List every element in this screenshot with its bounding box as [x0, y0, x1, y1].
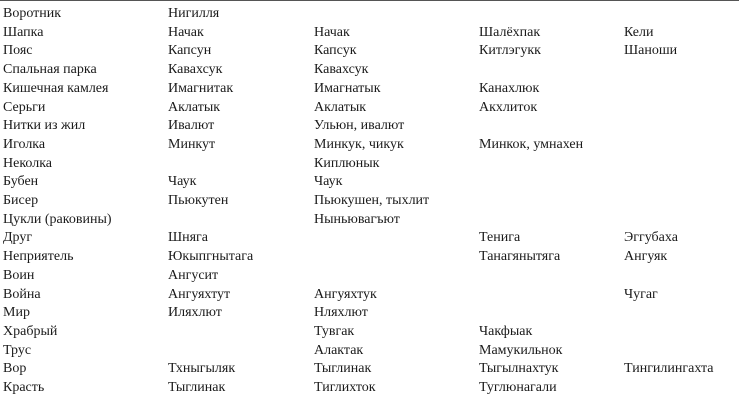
cell-russian-term: Неприятель	[3, 249, 74, 265]
cell-dialect-2: Капсук	[314, 43, 357, 59]
cell-dialect-1: Имагнитак	[168, 80, 234, 96]
cell-dialect-1	[165, 342, 311, 361]
cell-dialect-4	[621, 173, 739, 192]
cell-russian-term: Спальная парка	[3, 62, 97, 78]
cell-dialect-3: Мамукильнок	[479, 342, 563, 358]
cell-dialect-3	[476, 211, 621, 230]
table-row	[0, 24, 739, 43]
cell-dialect-2: Нляхлют	[314, 305, 368, 321]
table-row	[0, 248, 739, 267]
table-row	[0, 267, 739, 286]
cell-dialect-4	[621, 80, 739, 99]
cell-dialect-2: Аклатык	[314, 99, 367, 115]
vocabulary-table-body	[0, 5, 739, 398]
cell-dialect-4	[621, 99, 739, 118]
cell-dialect-1: Ангуяхтут	[168, 286, 231, 302]
cell-dialect-2: Имагнатык	[314, 80, 381, 96]
table-row	[0, 136, 739, 155]
table-row	[0, 360, 739, 379]
cell-dialect-1: Пьюкутен	[168, 193, 229, 209]
table-row	[0, 5, 739, 24]
cell-dialect-1: Иляхлют	[168, 305, 222, 321]
cell-dialect-1: Нигилля	[168, 6, 220, 21]
cell-dialect-4	[621, 211, 739, 230]
top-rule	[0, 0, 739, 1]
table-row	[0, 323, 739, 342]
cell-dialect-3	[476, 117, 621, 136]
cell-dialect-1: Юкыпгнытага	[168, 249, 254, 265]
table-row	[0, 304, 739, 323]
cell-russian-term: Нитки из жил	[3, 118, 86, 134]
cell-dialect-1: Шняга	[168, 230, 209, 246]
cell-dialect-3: Акхлиток	[479, 99, 538, 115]
cell-dialect-4: Шаноши	[624, 43, 678, 59]
cell-russian-term: Кишечная камлея	[3, 80, 109, 96]
cell-dialect-1: Чаук	[168, 174, 197, 190]
cell-dialect-4	[621, 267, 739, 286]
cell-dialect-3	[476, 267, 621, 286]
cell-dialect-1: Капсун	[168, 43, 212, 59]
cell-dialect-2: Пьюкушен, тыхлит	[314, 193, 430, 209]
cell-dialect-3: Танагянытяга	[479, 249, 561, 265]
cell-dialect-2: Ульюн, ивалют	[314, 118, 405, 134]
cell-russian-term: Воин	[3, 267, 35, 283]
cell-russian-term: Шапка	[3, 24, 44, 40]
cell-russian-term: Война	[3, 286, 41, 302]
cell-dialect-3: Тыгылнахтук	[479, 361, 559, 377]
cell-dialect-4	[621, 323, 739, 342]
cell-dialect-4: Ангуяк	[624, 249, 668, 265]
table-row	[0, 42, 739, 61]
table-row	[0, 229, 739, 248]
cell-dialect-4	[621, 342, 739, 361]
cell-dialect-2	[311, 248, 476, 267]
cell-dialect-2: Киплюнык	[314, 155, 380, 171]
cell-dialect-1: Минкут	[168, 136, 216, 152]
table-row	[0, 211, 739, 230]
cell-dialect-3: Туглюнагали	[479, 380, 557, 396]
table-row	[0, 80, 739, 99]
cell-dialect-2: Начак	[314, 24, 350, 40]
cell-russian-term: Трус	[3, 342, 32, 358]
cell-dialect-2: Тиглихток	[314, 380, 376, 396]
cell-dialect-4	[621, 192, 739, 211]
cell-dialect-1	[165, 155, 311, 174]
cell-dialect-4: Чугаг	[624, 286, 658, 302]
cell-dialect-3	[476, 286, 621, 305]
cell-dialect-1: Ангусит	[168, 267, 219, 283]
cell-russian-term: Пояс	[3, 43, 33, 59]
cell-dialect-2: Тувгак	[314, 323, 355, 339]
cell-russian-term: Иголка	[3, 136, 46, 152]
table-row	[0, 99, 739, 118]
cell-dialect-3	[476, 61, 621, 80]
cell-dialect-4	[621, 5, 739, 24]
cell-dialect-2	[311, 5, 476, 24]
cell-russian-term: Друг	[3, 230, 33, 246]
cell-dialect-3	[476, 192, 621, 211]
table-row	[0, 342, 739, 361]
cell-dialect-4: Эггубаха	[624, 230, 678, 246]
table-row	[0, 117, 739, 136]
cell-dialect-2: Алактак	[314, 342, 364, 358]
cell-dialect-4	[621, 379, 739, 398]
cell-dialect-2: Ангуяхтук	[314, 286, 377, 302]
cell-dialect-4	[621, 61, 739, 80]
cell-dialect-3: Канахлюк	[479, 80, 540, 96]
table-row	[0, 379, 739, 398]
cell-russian-term: Бисер	[3, 193, 39, 209]
cell-russian-term: Серьги	[3, 99, 46, 115]
vocabulary-table	[0, 5, 739, 398]
cell-dialect-3: Минкок, умнахен	[479, 136, 584, 152]
cell-dialect-2: Чаук	[314, 174, 343, 190]
cell-dialect-1: Начак	[168, 24, 204, 40]
cell-dialect-3: Китлэгукк	[479, 43, 541, 59]
cell-dialect-3: Чакфыак	[479, 323, 533, 339]
cell-dialect-1	[165, 323, 311, 342]
table-row	[0, 173, 739, 192]
cell-russian-term: Мир	[3, 305, 30, 321]
cell-russian-term: Храбрый	[3, 323, 58, 339]
cell-dialect-4: Кели	[624, 24, 654, 40]
cell-russian-term: Бубен	[3, 174, 39, 190]
cell-dialect-1: Тыглинак	[168, 380, 226, 396]
cell-dialect-2: Минкук, чикук	[314, 136, 404, 152]
table-row	[0, 155, 739, 174]
table-row	[0, 286, 739, 305]
cell-dialect-4	[621, 155, 739, 174]
cell-dialect-2	[311, 267, 476, 286]
table-row	[0, 61, 739, 80]
cell-dialect-2: Кавахсук	[314, 62, 369, 78]
cell-dialect-4	[621, 136, 739, 155]
cell-russian-term: Цукли (раковины)	[3, 211, 112, 227]
cell-russian-term: Воротник	[3, 6, 62, 21]
cell-dialect-4	[621, 117, 739, 136]
cell-dialect-2: Ныньювагъют	[314, 211, 400, 227]
cell-dialect-1: Тхныгыляк	[168, 361, 236, 377]
cell-dialect-3	[476, 155, 621, 174]
cell-dialect-2	[311, 229, 476, 248]
cell-dialect-3	[476, 304, 621, 323]
cell-dialect-3	[476, 173, 621, 192]
cell-dialect-1: Ивалют	[168, 118, 215, 134]
cell-dialect-3: Шалёхпак	[479, 24, 541, 40]
cell-dialect-3: Тенига	[479, 230, 521, 246]
cell-dialect-1: Аклатык	[168, 99, 221, 115]
cell-dialect-4: Тингилингахта	[624, 361, 714, 377]
cell-russian-term: Вор	[3, 361, 27, 377]
cell-dialect-1: Кавахсук	[168, 62, 223, 78]
cell-dialect-3	[476, 5, 621, 24]
cell-dialect-1	[165, 211, 311, 230]
table-row	[0, 192, 739, 211]
cell-russian-term: Неколка	[3, 155, 53, 171]
cell-dialect-4	[621, 304, 739, 323]
cell-dialect-2: Тыглинак	[314, 361, 372, 377]
cell-russian-term: Красть	[3, 380, 45, 396]
